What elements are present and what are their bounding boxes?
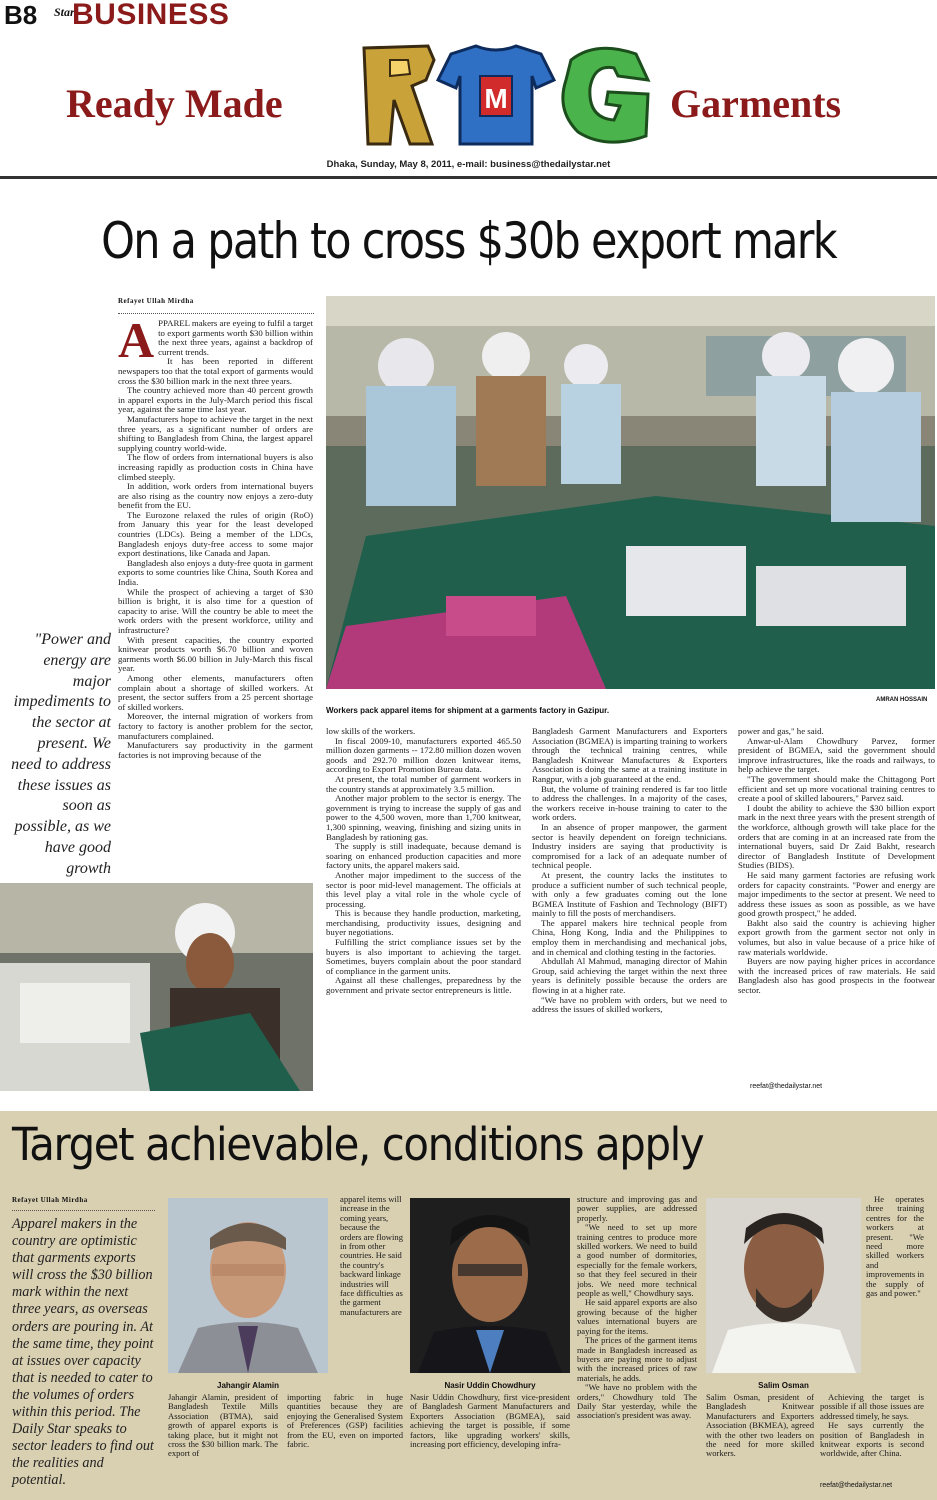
paragraph: Bangladesh also enjoys a duty-free quota in garment exports to some countries like China, South Korea and India. [118,557,313,588]
paragraph: Nasir Uddin Chowdhury, first vice-president of Bangladesh Garment Manufacturers and Exporters Association (BGMEA), said achieving the target is possible, if some factors, like upgrading workers' skills, increasing port efficiency, developing infra- [410,1393,570,1450]
paragraph: In fiscal 2009-10, manufacturers exported 465.50 million dozen garments -- 172.80 million dozen woven goods and 292.70 million dozen knitwear items, according to Export Promotion Bureau data. [326,735,521,775]
photo-credit: AMRAN HOSSAIN [876,697,928,703]
paragraph: apparel items will increase in the coming years, because the orders are flowing in from other countries. He said the country's backward linkage industries will face difficulties as the garment manufacturers are [340,1195,403,1317]
paragraph: Salim Osman, president of Bangladesh Knitwear Manufacturers and Exporters Association (BKMEA), agreed with the other two leaders on the need for more skilled workers. [706,1393,814,1459]
paragraph: He said apparel exports are also growing because of the higher values international buyers are paying for the items. [577,1297,697,1336]
paragraph: "We have no problem with orders, but we need to address the issues of skilled workers, [532,994,727,1015]
photo-caption: Workers pack apparel items for shipment at a garments factory in Gazipur. [326,706,610,715]
story2-column-2-top [340,1195,403,1393]
supplement-title-left: Ready Made [66,81,283,126]
paper-mark: Star [54,5,75,19]
paragraph: Jahangir Alamin, president of Bangladesh Textile Mills Association (BTMA), said growth of apparel exports is taking place, but it might not cross the $30 billion mark. The export of [168,1393,278,1459]
story2-headline: Target achievable, conditions apply [12,1118,704,1171]
portrait-salim-osman [706,1198,861,1373]
paragraph: Among other elements, manufacturers often complain about a shortage of skilled workers. At present, the sector suffers from a 25 percent shortage of skilled workers. [118,672,313,712]
paragraph: structure and improving gas and power supplies, are addressed properly. [577,1195,697,1223]
story2-column-2 [287,1393,403,1493]
paragraph: I doubt the ability to achieve the $30 billion export mark in the next three years with the present strength of the workforce, although growth will take place for the orders that are coming in at an increased rate from the international buyers, said Dr Zaid Bakht, research director of Bangladesh Institute of Development Studies (BIDS). [738,802,935,871]
paragraph: Buyers are now paying higher prices in accordance with the increased prices of raw materials. He said Bangladesh also has good prospects in the footwear sector. [738,956,935,996]
paragraph: The Eurozone relaxed the rules of origin (RoO) from January this year for the least developed countries (LDCs). Being a member of the LDCs, Bangladesh enjoys duty-free access to some major export destinations, like Canada and Japan. [118,509,313,559]
paragraph: Another major problem to the sector is energy. The government is trying to increase the supply of gas and power to the 4,500 woven, more than 1,700 knitwear, 1,300 spinning, weaving, finishing and sizing units in Bangladesh by rationing gas. [326,793,521,842]
factory-packing-photo [326,296,935,689]
story1-column-3 [532,727,727,1093]
story2-column-5 [706,1393,814,1493]
paragraph: The prices of the garment items made in Bangladesh increased as buyers are paying more to adjust with the increased prices of raw materials, he adds. [577,1335,697,1383]
paragraph: It has been reported in different newspapers too that the total export of garments would cross the $30 billion mark in the next three years. [118,356,313,386]
person-name-salim-osman: Salim Osman [758,1381,809,1390]
paragraph: But, the volume of training rendered is far too little to address the challenges. In a majority of the cases, the workers receive in-house training to cater to the work orders. [532,783,727,823]
shirt-letter-g-icon [563,48,648,142]
paragraph: At present, the country lacks the institutes to produce a sufficient number of such technical people, with only a few graduates coming out the lone BGMEA Institute of Fashion and Technology (BIFT) mainly to fill the posts of merchandisers. [532,869,727,919]
paragraph: Fulfilling the strict compliance issues set by the buyers is also important to achieving the target. Sometimes, buyers complain about the poor standard of compliance in the garment units. [326,937,521,976]
paragraph: The supply is still inadequate, because demand is soaring on enhanced production capacities and more factory units, the apparel makers said. [326,841,521,871]
paragraph: The apparel makers hire technical people from China, Hong Kong, India and the Philippines to employ them in merchandising and mechanical jobs, and in chemical and clothing testing in the factories. [532,917,727,957]
story2-column-6-top [866,1195,924,1393]
drop-cap: A [118,319,155,368]
author-email[interactable]: reefat@thedailystar.net [820,1482,893,1489]
story2-column-4 [577,1195,697,1493]
byline-divider [118,313,314,314]
paragraph: PPAREL makers are eyeing to fulfil a target to export garments worth $30 billion within the next three years, against a backdrop of current trends. [158,319,313,357]
paragraph: Manufacturers say productivity in the garment factories is not improving because of the [118,740,313,760]
story1-column-1 [118,319,313,875]
paragraph: low skills of the workers. [326,727,416,736]
story2-byline: Refayet Ullah Mirdha [12,1196,88,1204]
paragraph: Another major impediment to the success of the sector is poor mid-level management. The officials at this level play a vital role in the whole cycle of processing. [326,869,521,909]
tshirt-letter-m-icon [438,46,554,144]
paragraph: Achieving the target is possible if all those issues are addressed timely, he says. [820,1393,924,1421]
story1-column-2 [326,727,521,1093]
trousers-letter-r-icon [364,46,434,144]
paragraph: power and gas," he said. [738,727,824,736]
author-email[interactable]: reefat@thedailystar.net [750,1083,823,1090]
pull-quote: "Power and energy are major impediments to the sector at present. We need to address these issues as soon as possible, as we have good growth [11,631,111,877]
page-number: B8 [4,0,38,30]
paragraph: In an absence of proper manpower, the garment sector is heavily dependent on foreign technicians. Industry insiders are saying that productivity is compromised for a lack of an adequate number of technical people. [532,821,727,871]
portrait-jahangir-alamin [168,1198,328,1373]
paragraph: Bakht also said the country is achieving higher export growth from the garment sector not only in volumes, but also in value because of a price hike of raw materials worldwide. [738,917,935,957]
rmg-logo [356,40,656,150]
paragraph: "The government should make the Chittagong Port efficient and set up more vocational training centres to create a pool of skilled labourers," Parvez said. [738,773,935,804]
dateline: Dhaka, Sunday, May 8, 2011, e-mail: business@thedailystar.net [326,159,611,170]
paragraph: He operates three training centres for the workers at present. "We need more skilled workers and improvements in the supply of gas and power." [866,1195,924,1299]
paragraph: importing fabric in huge quantities because they are enjoying the Generalised System of Preferences (GSP) facilities from the EU, even on imported fabric. [287,1393,403,1450]
logo-letter: M [484,83,508,114]
paragraph: At present, the total number of garment workers in the country stands at approximately 3.5 million. [326,773,521,794]
story1-byline: Refayet Ullah Mirdha [118,297,194,305]
paragraph: Manufacturers hope to achieve the target in the next three years, as a significant number of orders are shifting to Bangladesh from China, the largest apparel supplying country world-wide. [118,413,313,453]
paragraph: "We need to set up more training centres to produce more skilled workers. We need to build a good number of dormitories, especially for the female workers, so that they feel secured in their jobs. We need more technical people as well," Chowdhury says. [577,1222,697,1299]
story2-column-3 [410,1393,570,1493]
paragraph: This is because they handle production, marketing, merchandising, productivity issues, designing and buyer negotiations. [326,908,521,938]
paragraph: "We have no problem with the orders," Chowdhury told The Daily Star yesterday, while the association's president was away. [577,1382,697,1421]
paragraph: He said many garment factories are refusing work orders for capacity constraints. "Power and energy are major impediments to the sector at present. We need to address these issues as soon as possible, as we have good growth prospect," he added. [738,869,935,919]
paragraph: Moreover, the internal migration of workers from factory to factory is another problem for the sector, manufacturers complained. [118,711,313,741]
paragraph: The country achieved more than 40 percent growth in apparel exports in the July-March period this fiscal year, against the same time last year. [118,385,313,415]
story2-intro: Apparel makers in the country are optimistic that garments exports will cross the $30 billion mark within the next three years, as overseas orders are pouring in. At the same time, they point at issues over capacity that is needed to cater to the volumes of orders within this period. The Daily Star speaks to sector leaders to find out the realities and potential. [12,1216,154,1489]
paragraph: Against all these challenges, preparedness by the government and private sector entrepreneurs is little. [326,975,521,996]
story1-column-4 [738,727,935,1093]
story2-column-1 [168,1393,278,1493]
portrait-nasir-uddin-chowdhury [410,1198,570,1373]
story2-column-6 [820,1393,924,1483]
person-name-jahangir-alamin: Jahangir Alamin [217,1381,279,1390]
paragraph: Bangladesh Garment Manufacturers and Exporters Association (BGMEA) is imparting training to workers through the technical training centres, while Bangladesh Knitwear Manufactures & Exporters Association is doing the same at a training institute in Rangpur, with a job guaranteed at the end. [532,727,727,784]
person-name-nasir-uddin-chowdhury: Nasir Uddin Chowdhury [444,1381,536,1390]
byline-divider [12,1210,155,1211]
header-divider [0,176,937,179]
paragraph: Abdullah Al Mahmud, managing director of Mahin Group, said achieving the target within the next three years is definitely possible because the orders are flowing in at a higher rate. [532,956,727,996]
paragraph: The flow of orders from international buyers is also increasing rapidly as production costs in China have climbed steeply. [118,452,313,482]
section-title: BUSINESS [72,0,230,31]
story1-headline: On a path to cross $30b export mark [101,212,836,270]
paragraph: While the prospect of achieving a target of $30 billion is bright, it is also time for a question of capacity to arise. Will the country be able to meet the work orders with the present workforce, utility and infrastructure? [118,586,313,635]
paragraph: With present capacities, the country exported knitwear products worth $6.70 billion and woven garments worth $6.00 billion in July-March this fiscal year. [118,634,313,674]
paragraph: In addition, work orders from international buyers are also rising as the country now enjoys a zero-duty benefit from the EU. [118,481,313,511]
supplement-title-right: Garments [670,81,842,126]
sewing-worker-photo [0,883,313,1091]
paragraph: Anwar-ul-Alam Chowdhury Parvez, former president of BGMEA, said the government should improve infrastructures, like the roads and railways, to help achieve the target. [738,735,935,775]
paragraph: He says currently the position of Bangladesh in knitwear exports is second worldwide, after China. [820,1420,924,1459]
